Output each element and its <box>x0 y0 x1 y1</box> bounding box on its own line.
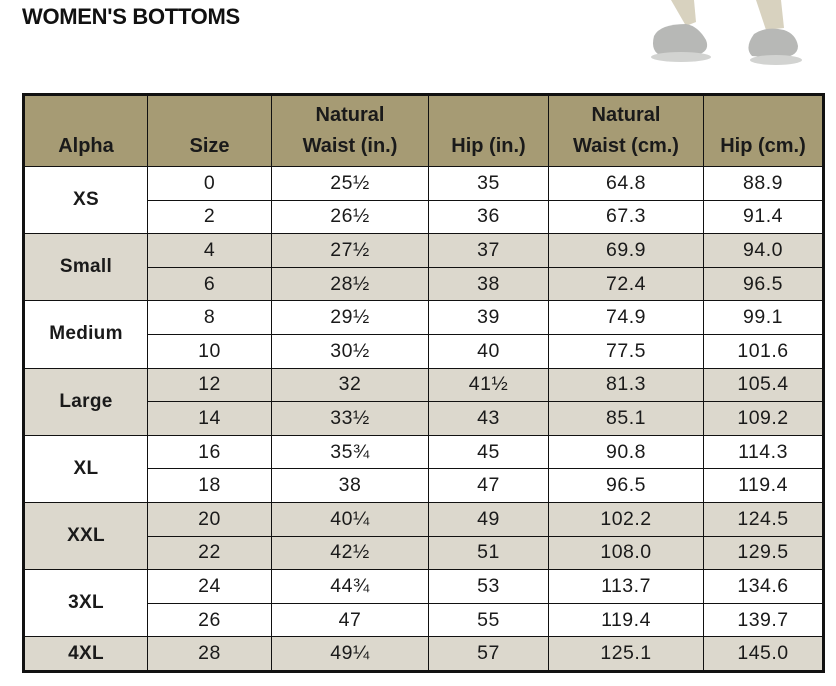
hip-cm-cell: 88.9 <box>704 167 824 201</box>
hip-cm-cell: 91.4 <box>704 200 824 234</box>
table-row <box>24 368 824 402</box>
hip-cm-cell: 145.0 <box>704 637 824 672</box>
header-size: Size <box>148 95 272 167</box>
header-hip-cm: Hip (cm.) <box>704 95 824 167</box>
size-cell: 24 <box>148 570 272 604</box>
size-cell: 0 <box>148 167 272 201</box>
waist-in-cell: 47 <box>272 603 429 637</box>
hip-in-cell: 57 <box>429 637 549 672</box>
waist-cm-cell: 90.8 <box>549 435 704 469</box>
alpha-size-cell: 3XL <box>24 570 148 637</box>
waist-cm-cell: 77.5 <box>549 334 704 368</box>
header-row <box>24 95 824 167</box>
waist-in-cell: 26½ <box>272 200 429 234</box>
hip-cm-cell: 109.2 <box>704 402 824 436</box>
waist-cm-cell: 64.8 <box>549 167 704 201</box>
hip-cm-cell: 129.5 <box>704 536 824 570</box>
alpha-size-cell: 4XL <box>24 637 148 672</box>
hip-cm-cell: 94.0 <box>704 234 824 268</box>
hip-cm-cell: 96.5 <box>704 267 824 301</box>
waist-in-cell: 38 <box>272 469 429 503</box>
alpha-size-cell: Medium <box>24 301 148 368</box>
table-row <box>24 570 824 604</box>
hip-in-cell: 47 <box>429 469 549 503</box>
hip-cm-cell: 105.4 <box>704 368 824 402</box>
size-cell: 26 <box>148 603 272 637</box>
hip-in-cell: 40 <box>429 334 549 368</box>
waist-cm-cell: 69.9 <box>549 234 704 268</box>
hip-in-cell: 35 <box>429 167 549 201</box>
size-cell: 8 <box>148 301 272 335</box>
waist-in-cell: 25½ <box>272 167 429 201</box>
waist-in-cell: 35¾ <box>272 435 429 469</box>
size-cell: 2 <box>148 200 272 234</box>
size-cell: 10 <box>148 334 272 368</box>
table-row <box>24 435 824 469</box>
header-hip-in: Hip (in.) <box>429 95 549 167</box>
waist-cm-cell: 74.9 <box>549 301 704 335</box>
alpha-size-cell: Large <box>24 368 148 435</box>
waist-in-cell: 27½ <box>272 234 429 268</box>
waist-cm-cell: 125.1 <box>549 637 704 672</box>
table-row <box>24 234 824 268</box>
hip-cm-cell: 139.7 <box>704 603 824 637</box>
header-waist-in: Natural Waist (in.) <box>272 95 429 167</box>
size-cell: 18 <box>148 469 272 503</box>
waist-cm-cell: 102.2 <box>549 502 704 536</box>
size-cell: 22 <box>148 536 272 570</box>
size-cell: 16 <box>148 435 272 469</box>
waist-cm-cell: 81.3 <box>549 368 704 402</box>
waist-in-cell: 44¾ <box>272 570 429 604</box>
waist-in-cell: 30½ <box>272 334 429 368</box>
alpha-size-cell: XL <box>24 435 148 502</box>
waist-cm-cell: 96.5 <box>549 469 704 503</box>
waist-in-cell: 40¼ <box>272 502 429 536</box>
table-row <box>24 637 824 672</box>
hip-in-cell: 38 <box>429 267 549 301</box>
size-chart-table <box>22 93 825 673</box>
hip-in-cell: 53 <box>429 570 549 604</box>
hip-in-cell: 55 <box>429 603 549 637</box>
waist-cm-cell: 113.7 <box>549 570 704 604</box>
waist-in-cell: 29½ <box>272 301 429 335</box>
size-cell: 20 <box>148 502 272 536</box>
waist-cm-cell: 108.0 <box>549 536 704 570</box>
size-cell: 12 <box>148 368 272 402</box>
hip-cm-cell: 99.1 <box>704 301 824 335</box>
hip-in-cell: 37 <box>429 234 549 268</box>
hip-in-cell: 43 <box>429 402 549 436</box>
header-waist-cm: Natural Waist (cm.) <box>549 95 704 167</box>
waist-in-cell: 32 <box>272 368 429 402</box>
waist-in-cell: 33½ <box>272 402 429 436</box>
size-cell: 28 <box>148 637 272 672</box>
waist-cm-cell: 67.3 <box>549 200 704 234</box>
waist-in-cell: 42½ <box>272 536 429 570</box>
hip-cm-cell: 114.3 <box>704 435 824 469</box>
hip-in-cell: 49 <box>429 502 549 536</box>
table-row <box>24 301 824 335</box>
size-chart-body <box>24 167 824 672</box>
hip-in-cell: 39 <box>429 301 549 335</box>
hip-cm-cell: 124.5 <box>704 502 824 536</box>
size-cell: 4 <box>148 234 272 268</box>
hip-cm-cell: 101.6 <box>704 334 824 368</box>
alpha-size-cell: XXL <box>24 502 148 569</box>
hip-in-cell: 51 <box>429 536 549 570</box>
table-row <box>24 502 824 536</box>
size-cell: 14 <box>148 402 272 436</box>
hip-in-cell: 45 <box>429 435 549 469</box>
hip-in-cell: 41½ <box>429 368 549 402</box>
waist-cm-cell: 72.4 <box>549 267 704 301</box>
boots-image <box>626 0 816 70</box>
hip-cm-cell: 119.4 <box>704 469 824 503</box>
alpha-size-cell: Small <box>24 234 148 301</box>
header-alpha: Alpha <box>24 95 148 167</box>
waist-in-cell: 49¼ <box>272 637 429 672</box>
waist-cm-cell: 85.1 <box>549 402 704 436</box>
waist-in-cell: 28½ <box>272 267 429 301</box>
page-title: WOMEN'S BOTTOMS <box>22 4 240 29</box>
alpha-size-cell: XS <box>24 167 148 234</box>
hip-cm-cell: 134.6 <box>704 570 824 604</box>
waist-cm-cell: 119.4 <box>549 603 704 637</box>
size-cell: 6 <box>148 267 272 301</box>
hip-in-cell: 36 <box>429 200 549 234</box>
table-row <box>24 167 824 201</box>
